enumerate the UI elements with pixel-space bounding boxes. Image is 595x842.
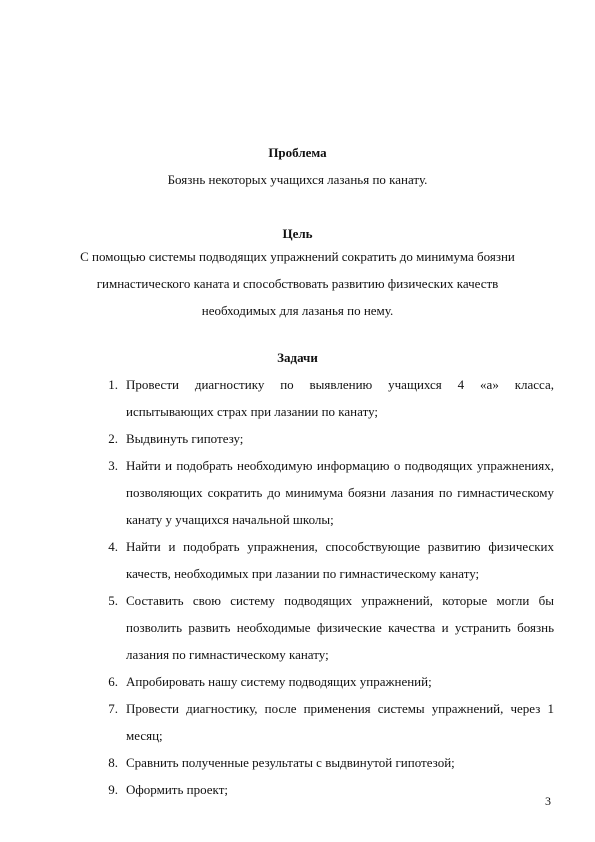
task-number: 5. <box>108 593 118 608</box>
task-item <box>0 425 595 452</box>
task-text: Выдвинуть гипотезу; <box>126 431 244 446</box>
page-number: 3 <box>545 794 551 808</box>
tasks-heading: Задачи <box>277 350 318 365</box>
task-item <box>0 776 595 803</box>
task-item <box>0 533 595 587</box>
task-text: Сравнить полученные результаты с выдвинутой гипотезой; <box>126 755 455 770</box>
task-item <box>0 695 595 749</box>
task-text: Провести диагностику по выявлению учащихся 4 «а» класса, испытывающих страх при лазании по канату; <box>126 377 554 419</box>
problem-heading: Проблема <box>268 145 327 160</box>
task-item <box>0 749 595 776</box>
task-item <box>0 587 595 668</box>
task-item <box>0 668 595 695</box>
task-number: 7. <box>108 701 118 716</box>
task-text: Найти и подобрать упражнения, способствующие развитию физических качеств, необходимых при лазании по гимнастическому канату; <box>126 539 554 581</box>
task-text: Оформить проект; <box>126 782 228 797</box>
task-text: Провести диагностику, после применения системы упражнений, через 1 месяц; <box>126 701 554 743</box>
task-text: Составить свою систему подводящих упражнений, которые могли бы позволить развить необходимые физические качества и устранить боязнь лазания по гимнастическому канату; <box>126 593 554 662</box>
task-number: 3. <box>108 458 118 473</box>
goal-heading: Цель <box>282 226 313 241</box>
task-item <box>0 371 595 425</box>
task-text: Апробировать нашу систему подводящих упражнений; <box>126 674 432 689</box>
task-number: 2. <box>108 431 118 446</box>
task-number: 1. <box>108 377 118 392</box>
tasks-list <box>0 371 595 803</box>
goal-text: С помощью системы подводящих упражнений сократить до минимума боязни гимнастического каната и способствовать развитию физических качеств необходимых для лазанья по нему. <box>80 249 515 318</box>
task-text: Найти и подобрать необходимую информацию о подводящих упражнениях, позволяющих сократить до минимума боязни лазания по гимнастическому канату у учащихся начальной школы; <box>126 458 554 527</box>
task-number: 6. <box>108 674 118 689</box>
task-number: 4. <box>108 539 118 554</box>
task-item <box>0 452 595 533</box>
task-number: 8. <box>108 755 118 770</box>
task-number: 9. <box>108 782 118 797</box>
problem-text: Боязнь некоторых учащихся лазанья по канату. <box>167 172 428 187</box>
